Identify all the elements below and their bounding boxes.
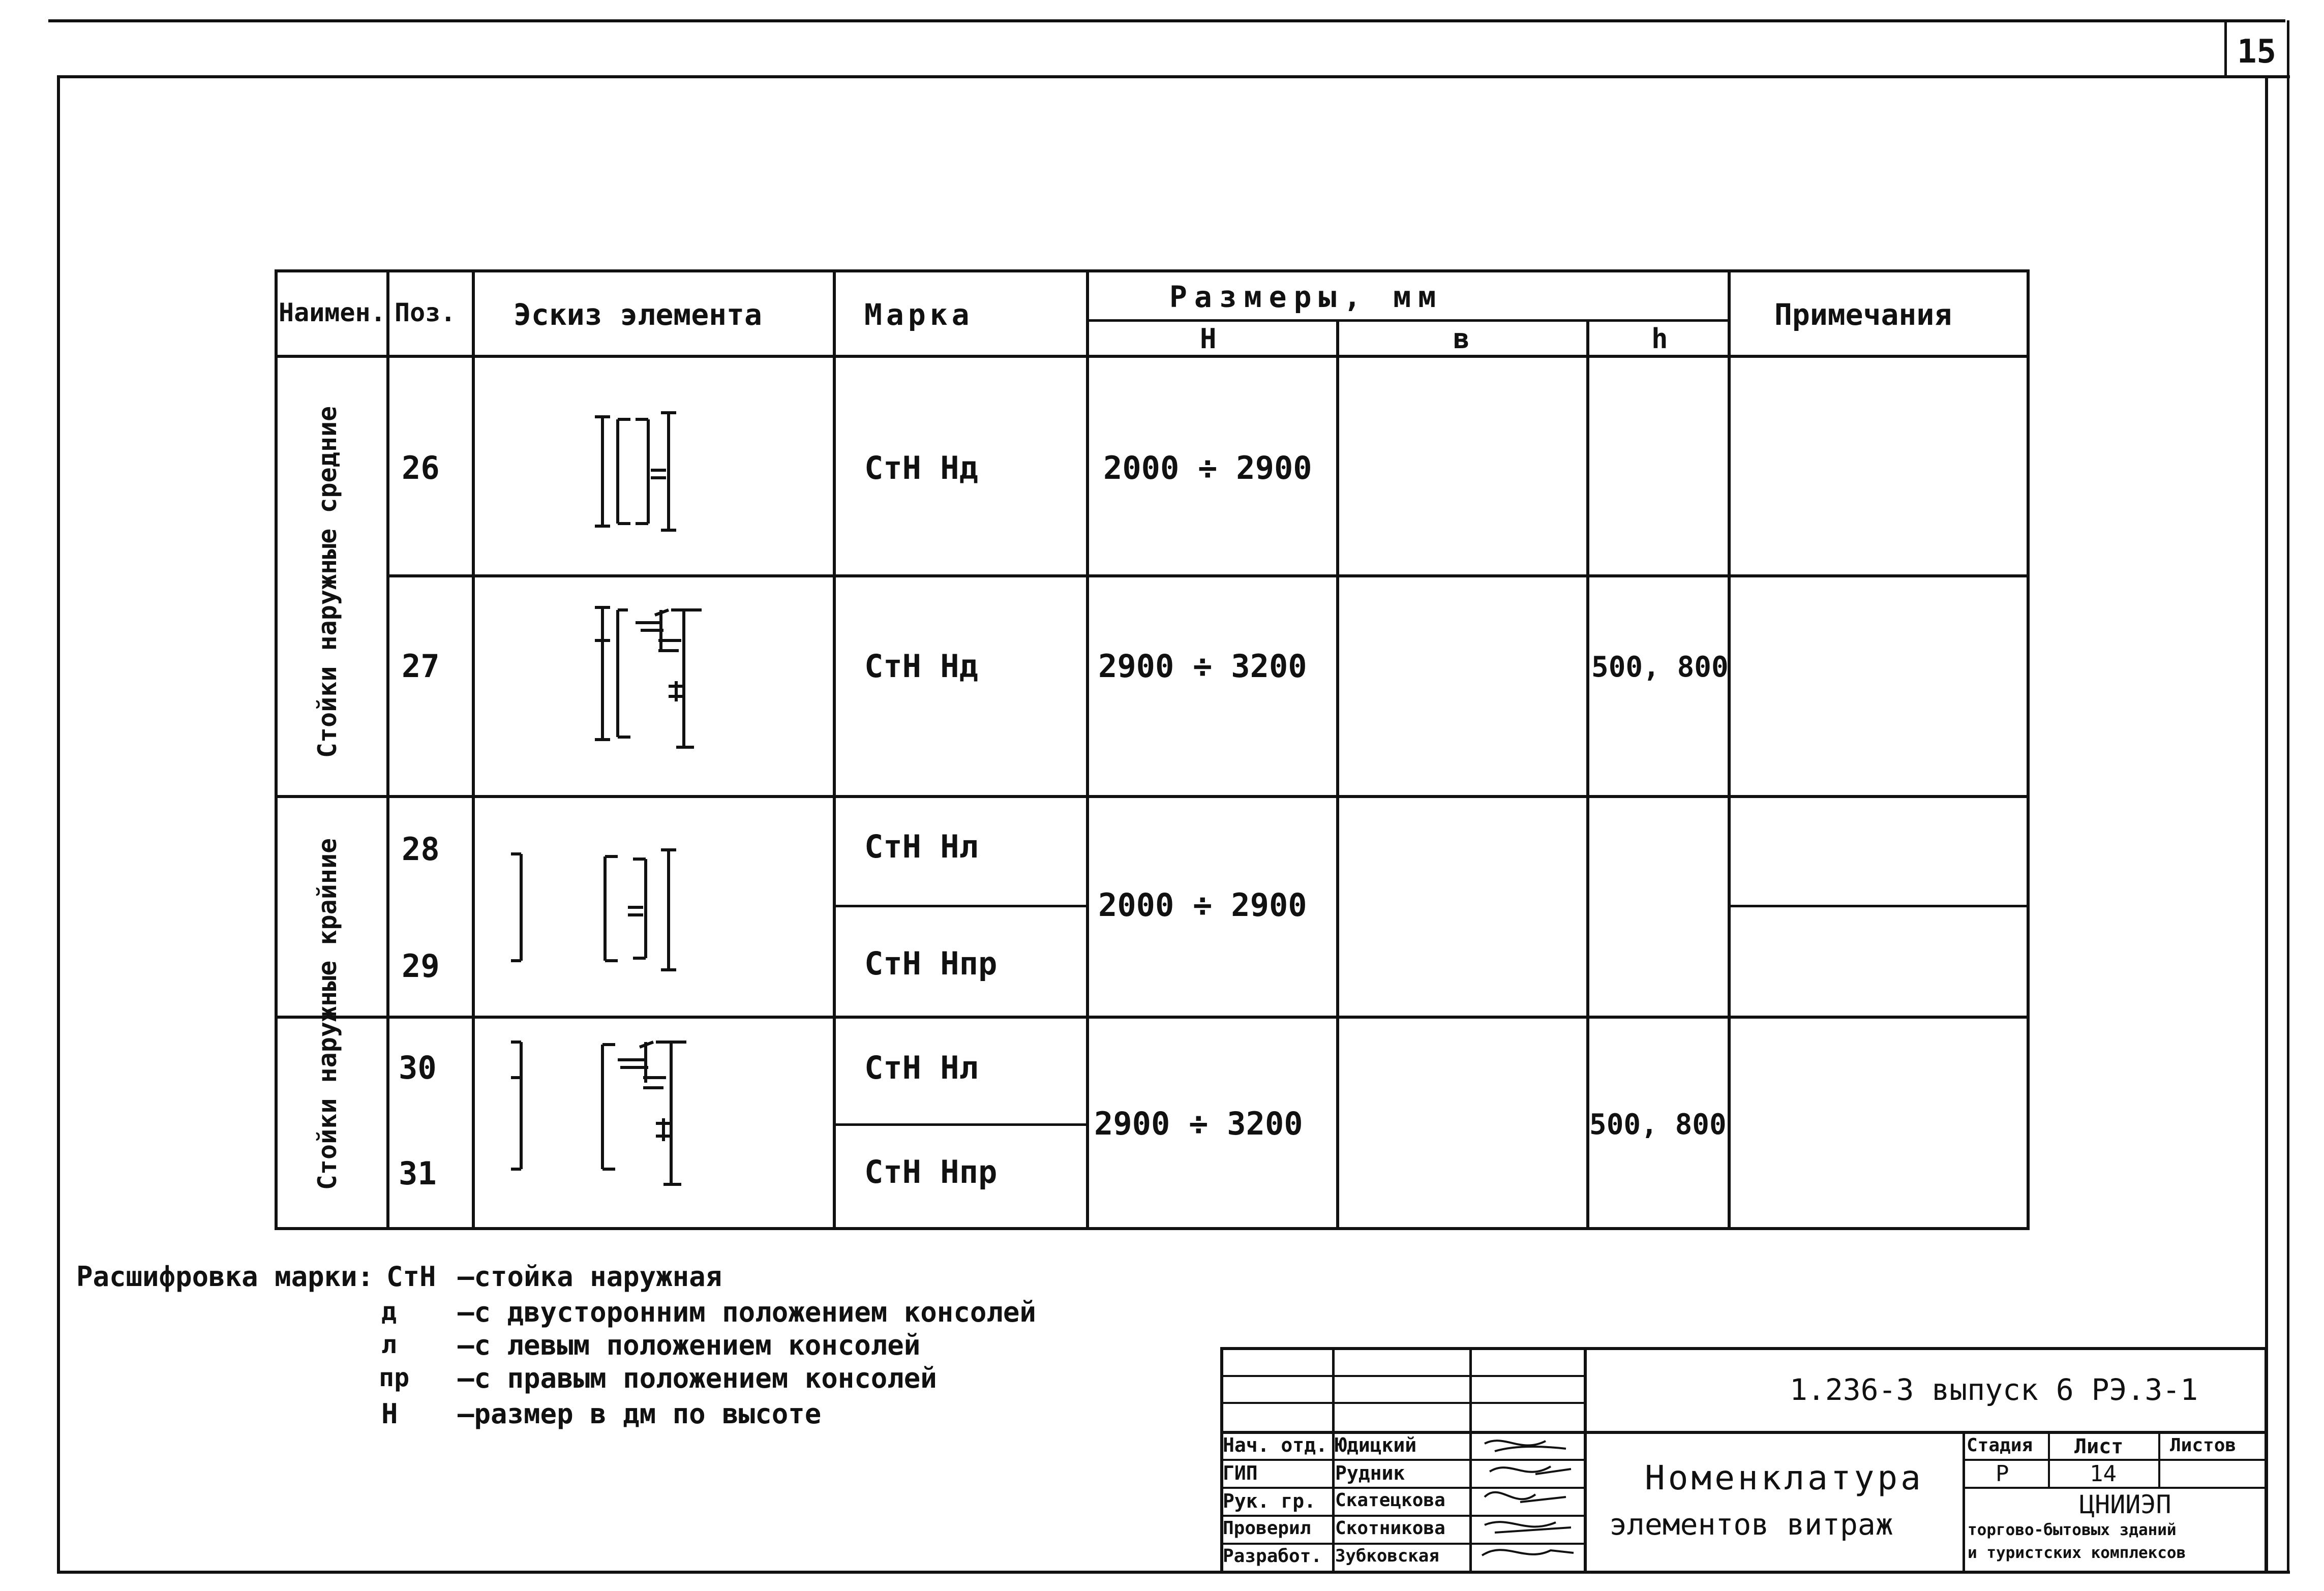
name-5: Зубковская [1335,1546,1439,1566]
note-split-28-29 [1728,905,2030,907]
frame-left [57,75,60,1574]
legend-code-2: д [381,1297,397,1326]
sketch-28-29 [498,839,712,981]
sheet-value: 14 [2090,1461,2117,1487]
col-line-7 [1728,269,1731,1230]
pos-30: 30 [399,1049,437,1086]
mark-29: СтН Нпр [864,945,998,982]
tb-stage-col-1 [2048,1431,2050,1488]
stage-value: Р [1996,1461,2009,1487]
tb-row-2 [1220,1402,1584,1404]
org-line1: ЦНИИЭП [2079,1490,2171,1519]
role-2: ГИП [1223,1462,1258,1484]
doc-code: 1.236-3 выпуск 6 РЭ.3-1 [1790,1372,2198,1407]
org-line3: и туристских комплексов [1968,1544,2186,1562]
size-H-28: 2000 ÷ 2900 [1098,886,1307,924]
sheets-label: Листов [2170,1435,2237,1456]
mark-31: СтН Нпр [864,1153,998,1190]
size-H-30: 2900 ÷ 3200 [1094,1105,1303,1142]
frame-right-outer [2287,20,2289,1574]
name-3: Скатецкова [1335,1490,1445,1511]
legend-desc-3: –с левым положением консолей [458,1329,921,1361]
tb-col-4 [1963,1431,1965,1574]
header-bottom-line [275,355,2030,358]
pos-28: 28 [402,831,440,868]
row-line-26-27 [386,574,2030,577]
legend-desc-1: –стойка наружная [458,1261,722,1293]
legend-code-1: СтН [386,1261,436,1293]
role-5: Разработ. [1223,1546,1322,1567]
legend-desc-4: –с правым положением консолей [458,1362,937,1394]
legend-title: Расшифровка марки: [76,1261,374,1293]
org-line2: торгово-бытовых зданий [1968,1521,2177,1539]
col-line-6 [1586,319,1589,1230]
col-line-2 [472,269,475,1230]
pos-26: 26 [402,449,440,486]
size-h-30: 500, 800 [1589,1108,1727,1141]
sketch-30-31 [498,1032,727,1195]
pos-29: 29 [402,947,440,985]
header-name: Наимен. [279,298,386,327]
sizes-subheader-line [1086,319,1728,322]
mark-30: СтН Нл [864,1049,978,1086]
legend-code-3: л [381,1330,397,1359]
tb-stage-row-2 [1963,1487,2268,1489]
size-h-27: 500, 800 [1591,651,1729,684]
role-1: Нач. отд. [1223,1434,1327,1456]
size-H-27: 2900 ÷ 3200 [1098,648,1307,685]
col-line-3 [833,269,836,1230]
mark-26: СтН Нд [864,449,978,486]
role-3: Рук. гр. [1223,1490,1316,1512]
header-mark: Марка [864,297,974,332]
mark-split-28-29 [833,905,1086,907]
name-2: Рудник [1335,1462,1405,1484]
stage-label: Стадия [1967,1435,2033,1456]
header-size-b: в [1453,323,1470,355]
col-line-5 [1336,319,1339,1230]
header-sizes: Размеры, мм [1169,280,1443,314]
header-size-h: h [1651,323,1668,355]
page-number: 15 [2237,33,2277,71]
pos-27: 27 [402,648,440,685]
legend-desc-2: –с двусторонним положением консолей [458,1296,1036,1328]
header-size-H: Н [1200,323,1217,355]
row-line-group [275,795,2030,798]
signatures [1474,1433,1581,1571]
mark-28: СтН Нл [864,828,978,865]
group-label-edge: Стойки наружные крайние [313,838,342,1190]
top-edge-line [48,19,2285,22]
legend-code-4: пр [379,1363,410,1392]
frame-top [57,75,2290,78]
legend-desc-5: –размер в дм по высоте [458,1398,822,1430]
header-sketch: Эскиз элемента [514,297,762,332]
legend-code-5: Н [381,1398,398,1430]
tb-col-3 [1584,1347,1587,1574]
col-line-4 [1086,269,1089,1230]
header-notes: Примечания [1774,297,1952,332]
doc-title-line2: элементов витраж [1609,1507,1893,1542]
page-box-left [2224,20,2227,77]
header-pos: Поз. [395,298,456,327]
sketch-26 [580,407,702,539]
mark-27: СтН Нд [864,648,978,685]
sheet-label: Лист [2074,1435,2124,1458]
mark-split-30-31 [833,1123,1086,1126]
group-label-middle: Стойки наружные средние [313,406,342,758]
sketch-27 [580,600,742,752]
role-4: Проверил [1223,1518,1311,1539]
size-H-26: 2000 ÷ 2900 [1103,449,1312,486]
name-1: Юдицкий [1335,1434,1417,1456]
pos-31: 31 [399,1155,437,1192]
name-4: Скотникова [1335,1518,1445,1539]
row-line-30 [275,1016,2030,1019]
col-line-1 [386,269,389,1230]
doc-title-line1: Номенклатура [1645,1458,1924,1497]
tb-stage-col-2 [2158,1431,2160,1488]
tb-row-1 [1220,1375,1584,1377]
